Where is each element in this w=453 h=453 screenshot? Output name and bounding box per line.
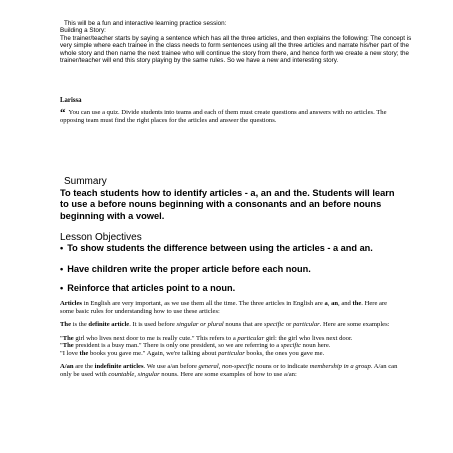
rules-paragraph-indefinite: A/an are the indefinite articles. We use a/an before general, non-specific nouns or to indicate membership in a group. A/an can only be used with countable, singular nouns. Here are some examples of how to use a/an: [60,363,398,378]
intro-section [60,20,420,64]
comment-author: Larissa [60,97,82,104]
comment-quote [60,109,400,124]
term-articles: Articles [60,300,82,307]
article-rules-section [60,300,400,384]
quote-mark-icon: “ [60,107,66,119]
summary-heading: Summary [64,176,107,187]
quote-text: You can use a quiz. Divide students into teams and each of them must create questions and answers with no articles. The opposing team must find the right places for the articles and answer the questions. [60,109,387,124]
bullet-icon: • [60,283,64,293]
summary-body: To teach students how to identify articles - a, an and the. Students will learn to use a before nouns beginning with a consonants and an before nouns beginning with a vowel. [60,188,395,221]
intro-line-1: This will be a fun and interactive learning practice session: [64,20,227,27]
bullet-icon: • [60,243,64,253]
intro-line-2: Building a Story: [60,27,106,35]
term-definite-article: definite article [88,321,130,328]
objective-item [60,264,311,274]
bullet-icon: • [60,264,64,274]
example-1: "The girl who lives next door to me is really cute." This refers to a particular girl: the girl who lives next door. [60,334,353,342]
objectives-heading: Lesson Objectives [60,232,142,243]
term-indefinite-articles: indefinite articles [94,363,144,370]
example-3: "I love the books you gave me." Again, we're talking about particular books, the ones you gave me. [60,349,325,357]
objective-text: Reinforce that articles point to a noun. [67,283,236,293]
example-2: "The president is a busy man." There is only one president, so we are referring to a specific noun here. [60,342,331,349]
rules-paragraph-definite: The is the definite article. It is used before singular or plural nouns that are specific or particular. Here are some examples: [60,321,390,328]
objective-item [60,283,235,293]
rules-paragraph-intro: Articles in English are very important, as we use them all the time. The three articles in English are a, an, and the. Here are some basic rules for understanding how to use these articles: [60,300,388,315]
objective-text: Have children write the proper article before each noun. [67,264,311,274]
objective-text: To show students the difference between using the articles - a and an. [67,243,373,253]
intro-body: The trainer/teacher starts by saying a sentence which has all the three articles, and then explains the following: The concept is very simple where each trainee in the class needs to form sentences using all the three articles and narrate his/her part of the whole story and then name the next trainee who will continue the story from there, and hence forth we create a new story; the trainer/teacher will end this story playing by the same rules. So we have a new and interesting story. [60,34,412,65]
objective-item [60,243,373,253]
